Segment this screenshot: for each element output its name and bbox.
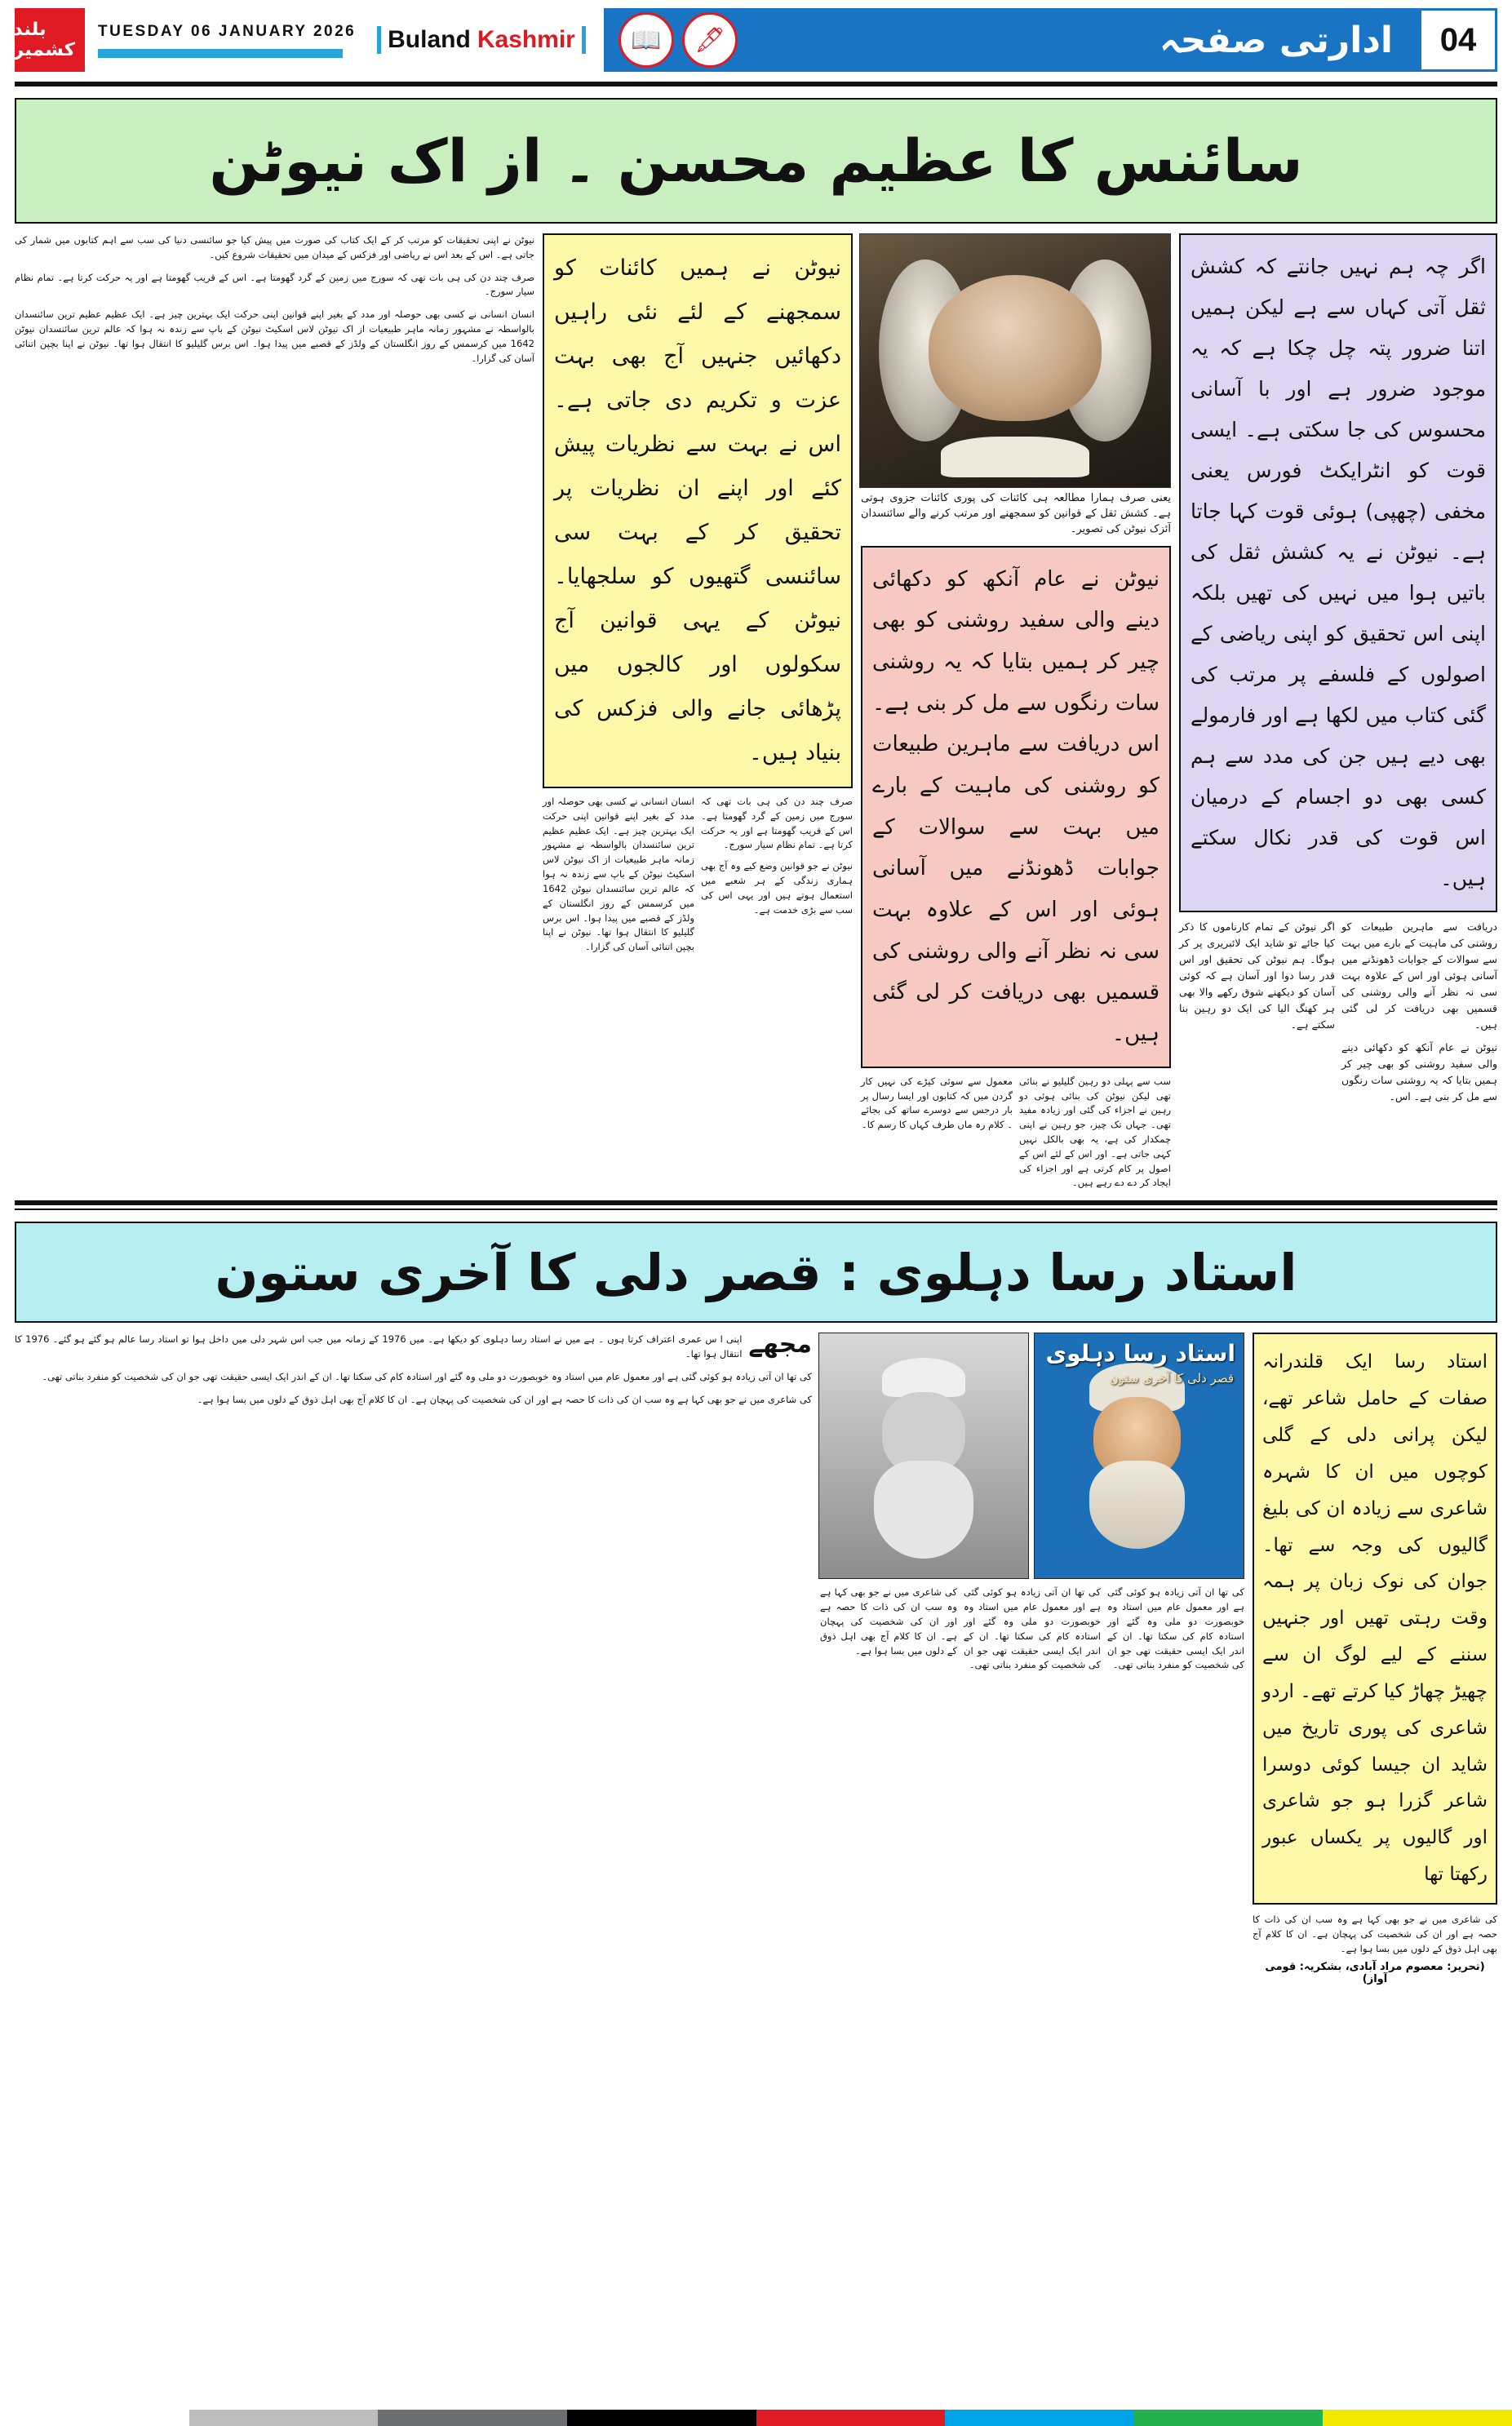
section-icons	[619, 12, 738, 68]
article-divider	[15, 1200, 1497, 1205]
article2-subcol-c	[820, 1586, 957, 1673]
book-cover-image	[1034, 1333, 1244, 1579]
article1-col-left-2: اگر نیوٹن کے تمام کارناموں کا ذکر کیا جائے تو شاید ایک لائبریری پر کر ہوگا۔ ہم نیوٹن کی تحقیق اور اس قدر رسا دوا اور آسان ہے کہ کوئی آسان کو دیکھنے شوق رکھے والا بھی ہر کھنگ الیا کی ایک دو رہین بنا سکتے ہے۔	[1179, 920, 1335, 1031]
brand-first-word: Buland	[388, 26, 471, 53]
article1-yellow-box	[543, 233, 853, 788]
article1-pink-text: نیوٹن نے عام آنکھ کو دکھائی دینے والی سفید روشنی کو بھی چیر کر ہمیں بتایا کہ یہ روشنی سات رنگوں سے مل کر بنی ہے۔ اس دریافت سے ماہرین طبیعات کو روشنی کی ماہیت کے بارے میں بہت سے سوالات کے جوابات ڈھونڈنے میں آسانی ہوئی اور اس کے علاوہ بہت سی نہ نظر آنے والی روشنی کی قسمیں بھی دریافت کر لی گئی ہیں۔	[872, 566, 1159, 1047]
issue-date: TUESDAY 06 JANUARY 2026	[98, 22, 357, 40]
article1-col-far-3: نیوٹن نے اپنی تحقیقات کو مرتب کر کے ایک کتاب کی صورت میں پیش کیا جو سائنسی دنیا کی سب سے اہم کتابوں میں شمار کی جاتی ہے۔ اس کے بعد اس نے ریاضی اور فزکس کے میدان میں تحقیقات شروع کیں۔	[15, 234, 534, 260]
article2-col-1-text: اپنی ا س عمری اعتراف کرتا ہوں ۔ ہے میں نے استاد رسا دہلوی کو دیکھا ہے۔ میں 1976 کے زمانہ میں جب اس شہر دلی میں داخل ہوا تو استاد رسا عالم ہو گئے ہو گئے۔ 1976 کا انتقال ہوا تھا۔	[15, 1333, 743, 1360]
article1-col-yellow	[543, 233, 853, 1191]
article2-col-3b: کی شاعری میں نے جو بھی کہا ہے وہ سب ان کی ذات کا حصہ ہے اور ان کی شخصیت کی پہچان ہے۔ ان کا کلام آج بھی اہل ذوق کے دلوں میں بسا ہوا ہے۔	[820, 1586, 957, 1657]
article1-headline-band	[15, 98, 1497, 224]
article2-col-2: کی تھا ان آتی زیادہ ہو کوئی گئی ہے اور معمول عام میں استاد وہ خوبصورت دو ملی وہ گئے اور استادہ کام کی سکتا تھا۔ ان کے اندر ایک ایسی حقیقت تھی جو ان کی شخصیت کو منفرد بناتی تھی۔	[1107, 1586, 1244, 1671]
article2-col-yellow	[1253, 1333, 1497, 1985]
newton-portrait-image	[859, 233, 1171, 488]
brand-bar-right	[582, 26, 586, 54]
article1-col-photo	[861, 233, 1171, 1191]
newspaper-page	[0, 8, 1512, 2426]
article1-subcol-b	[1179, 919, 1335, 1105]
article2-subcol-b	[964, 1586, 1101, 1673]
article1-lead-text: اگر چہ ہم نہیں جانتے کہ کشش ثقل آتی کہاں سے ہے لیکن ہمیں اتنا ضرور پتہ چل چکا ہے کہ یہ موجود ضرور ہے اور با آسانی محسوس کی جا سکتی ہے۔ ایسی قوت کو انٹرایکٹ فورس یعنی مخفی (چھپی) ہوئی قوت کہا جاتا ہے۔ نیوٹن نے یہ کشش ثقل کی باتیں ہوا میں نہیں کی تھیں بلکہ اپنی اس تحقیق کو اپنی ریاضی کے اصولوں کے فلسفے پر مرتب کی گئی کتاب میں لکھا ہے اور فارمولے بھی دیے ہیں جن کی مدد سے ہم کسی بھی دو اجسام کے درمیان اس قوت کی قدر نکال سکتے ہیں۔	[1191, 255, 1486, 890]
article1-subcol-f	[543, 795, 694, 955]
article2-col-3: کی شاعری میں نے جو بھی کہا ہے وہ سب ان کی ذات کا حصہ ہے اور ان کی شخصیت کی پہچان ہے۔ ان کا کلام آج بھی اہل ذوق کے دلوں میں بسا ہوا ہے۔	[1253, 1913, 1497, 1954]
article2-col-1b: کی تھا ان آتی زیادہ ہو کوئی گئی ہے اور معمول عام میں استاد وہ خوبصورت دو ملی وہ گئے اور استادہ کام کی سکتا تھا۔ ان کے اندر ایک ایسی حقیقت تھی جو ان کی شخصیت کو منفرد بناتی تھی۔	[42, 1370, 812, 1382]
article1-col-mid-2: معمول سے سوئی کپڑے کی نہیں کار گردن میں کہ کتابوں اور ایسا رسال پر بار درجس سے دوسرے ساتھ کی بجائے ۔ کلام رہ ماں طرف کہاں کا رسم کا۔	[861, 1075, 1013, 1131]
brand-name	[359, 8, 604, 72]
article2-col-main	[15, 1330, 812, 1985]
article1-col-left-3: نیوٹن نے عام آنکھ کو دکھائی دینے والی سفید روشنی کو بھی چیر کر ہمیں بتایا کہ یہ روشنی سات رنگوں سے مل کر بنی ہے۔ اس۔	[1341, 1041, 1497, 1102]
article1-subcol-d	[861, 1075, 1013, 1191]
article2-subcol-a	[1107, 1586, 1244, 1673]
article1-subcol-a	[1341, 919, 1497, 1105]
article1-pink-box	[861, 546, 1171, 1068]
book-cover-subtitle: قصر دلی کا آخری ستون	[1109, 1371, 1234, 1386]
masthead-divider	[15, 82, 1497, 86]
article1-lead-subcolumns	[1179, 919, 1497, 1105]
article2-headline-band	[15, 1222, 1497, 1323]
article1-col-far-4: نیوٹن نے جو قوانین وضع کیے وہ آج بھی ہماری زندگی کے ہر شعبے میں استعمال ہوتے ہیں اور یہی اس کی سب سے بڑی خدمت ہے۔	[701, 860, 853, 916]
print-color-bar	[0, 2410, 1512, 2426]
article1-yellow-subcolumns	[543, 795, 853, 955]
book-cover-title: استاد رسا دہلوی	[1045, 1340, 1235, 1368]
article1-yellow-text: نیوٹن نے ہمیں کائنات کو سمجھنے کے لئے نئی راہیں دکھائیں جنہیں آج بھی بہت عزت و تکریم دی جاتی ہے۔ اس نے بہت سے نظریات پیش کئے اور اپنے ان نظریات پر تحقیق کر کے بہت سی سائنسی گتھیوں کو سلجھایا۔ نیوٹن کے یہی قوانین آج سکولوں اور کالجوں میں پڑھائی جانے والی فزکس کی بنیاد ہیں۔	[554, 255, 841, 765]
article1-col-lead	[1179, 233, 1497, 1191]
section-title: ادارتی صفحہ	[1159, 19, 1393, 61]
article1-lead-box	[1179, 233, 1497, 912]
date-block	[85, 8, 359, 72]
article1-col-left-1: دریافت سے ماہرین طبیعات کو روشنی کی ماہیت کے بارے میں بہت سے سوالات کے جوابات ڈھونڈنے میں آسانی ہوئی اور اس کے علاوہ بہت سی نہ نظر آنے والی روشنی کی قسمیں بھی دریافت کر لی گئی ہیں۔	[1341, 920, 1497, 1031]
page-number-box	[1419, 8, 1497, 72]
article1-col-far-1b: انسان انسانی نے کسی بھی حوصلہ اور مدد کے بغیر اپنے قوانین اپنی حرکت ایک بہترین چیز ہے۔ ایک عظیم عظیم ترین سائنسدان بالواسطہ نے مشہور زمانہ ماہر طبیعیات از اک نیوٹن لاس اسکیٹ نیوٹن کے باپ سے زندہ نہ ہوا کہ عالم ترین سائنسدان نیوٹن 1642 میں کرسمس کے روز انگلستان کے ولڈز کے قصبے میں پیدا ہوا۔ اس برس گلیلیو کا انتقال ہوا تھا۔ نیوٹن نے اپنا بچپن اتنائی آسان کی گزارا۔	[15, 308, 534, 364]
article2-col-1c: کی شاعری میں نے جو بھی کہا ہے وہ سب ان کی ذات کا حصہ ہے اور ان کی شخصیت کی پہچان ہے۔ ان کا کلام آج بھی اہل ذوق کے دلوں میں بسا ہوا ہے۔	[197, 1393, 812, 1405]
article1-subcol-e	[701, 795, 853, 955]
article2-image-subcolumns	[820, 1586, 1244, 1673]
article1-body	[15, 233, 1497, 1191]
article1-headline: سائنس کا عظیم محسن ۔ از اک نیوٹن	[209, 126, 1303, 195]
book-icon: 📖	[619, 12, 674, 68]
article2-col-2b: کی تھا ان آتی زیادہ ہو کوئی گئی ہے اور معمول عام میں استاد وہ خوبصورت دو ملی وہ گئے اور استادہ کام کی سکتا تھا۔ ان کے اندر ایک ایسی حقیقت تھی جو ان کی شخصیت کو منفرد بناتی تھی۔	[964, 1586, 1101, 1671]
article1-col-far	[15, 233, 534, 1191]
brand-bar-left	[377, 26, 381, 54]
newton-photo-caption: یعنی صرف ہمارا مطالعہ ہی کائنات کی پوری کائنات جزوی ہوتی ہے۔ کشش ثقل کے قوانین کو سمجھنے اور مرتب کرنے والے سائنسدان آئزک نیوٹن کی تصویر۔	[861, 492, 1171, 535]
date-underline	[98, 49, 343, 58]
publication-logo	[12, 8, 85, 72]
section-banner	[604, 8, 1419, 72]
brand-second-word: Kashmir	[477, 26, 575, 53]
article1-col-mid-1: سب سے پہلی دو رہین گلیلیو نے بنائی تھی لیکن نیوٹن کی بنائی ہوئی دو رہین نے اجزاء کی گئی اور زیادہ مفید تھی۔ جہاں تک چیز، جو رہین نے اپنی چمکدار کی ہے، یہ بھی بالکل نہیں کہی جاتی ہے۔ اور اس کے لئے اس کے اصول پر کام کرتی ہے اور اجزاء کی ایجاد کر دے دے رہے ہیں۔	[1019, 1075, 1171, 1189]
poet-portrait-image	[818, 1333, 1029, 1579]
article1-photo-subcolumns	[861, 1075, 1171, 1191]
masthead	[12, 8, 1497, 72]
article2-headline: استاد رسا دہلوی : قصر دلی کا آخری ستون	[215, 1242, 1297, 1302]
article2-col-1	[15, 1330, 812, 1362]
article2-credit: (تحریر: معصوم مراد آبادی، بشکریہ: قومی آواز)	[1265, 1961, 1485, 1986]
pen-icon: 🖋	[682, 12, 738, 68]
article2-body	[15, 1330, 1497, 1986]
article1-subcol-c	[1019, 1075, 1171, 1191]
article2-yellow-text: استاد رسا ایک قلندرانہ صفات کے حامل شاعر تھے، لیکن پرانی دلی کے گلی کوچوں میں ان کا شہرہ شاعری سے زیادہ ان کی بلیغ گالیوں کی وجہ سے تھا۔ جوان کی نوک زبان پر ہمہ وقت رہتی تھیں اور جنہیں سننے کے لیے لوگ ان سے چھیڑ چھاڑ کیا کرتے تھے۔ اردو شاعری کی پوری تاریخ میں شاید ان جیسا کوئی دوسرا شاعر گزرا ہو جو شاعری اور گالیوں پر یکساں عبور رکھتا تھا	[1262, 1351, 1488, 1886]
logo-urdu-text: بلند کشمیر	[12, 20, 76, 60]
article1-col-far-2b: صرف چند دن کی ہی بات تھی کہ سورج میں زمین کے گرد گھومتا ہے۔ اس کے قریب گھومتا ہے اور یہ حرکت کرتا ہے۔ تمام نظام سیار سورج۔	[15, 271, 534, 298]
page-number: 04	[1439, 21, 1477, 58]
article2-drop-word: مجھے	[748, 1330, 812, 1359]
article2-images	[820, 1333, 1244, 1985]
article1-col-far-1: انسان انسانی نے کسی بھی حوصلہ اور مدد کے بغیر اپنے قوانین اپنی حرکت ایک بہترین چیز ہے۔ ایک عظیم عظیم ترین سائنسدان بالواسطہ نے مشہور زمانہ ماہر طبیعیات از اک نیوٹن لاس اسکیٹ نیوٹن کے باپ سے زندہ نہ ہوا کہ عالم ترین سائنسدان نیوٹن 1642 میں کرسمس کے روز انگلستان کے ولڈز کے قصبے میں پیدا ہوا۔ اس برس گلیلیو کا انتقال ہوا تھا۔ نیوٹن نے اپنا بچپن اتنائی آسان کی گزارا۔	[543, 796, 694, 953]
article2-yellow-box	[1253, 1333, 1497, 1905]
article-divider-thin	[15, 1209, 1497, 1210]
article1-col-far-2: صرف چند دن کی ہی بات تھی کہ سورج میں زمین کے گرد گھومتا ہے۔ اس کے قریب گھومتا ہے اور یہ حرکت کرتا ہے۔ تمام نظام سیار سورج۔	[701, 796, 853, 851]
